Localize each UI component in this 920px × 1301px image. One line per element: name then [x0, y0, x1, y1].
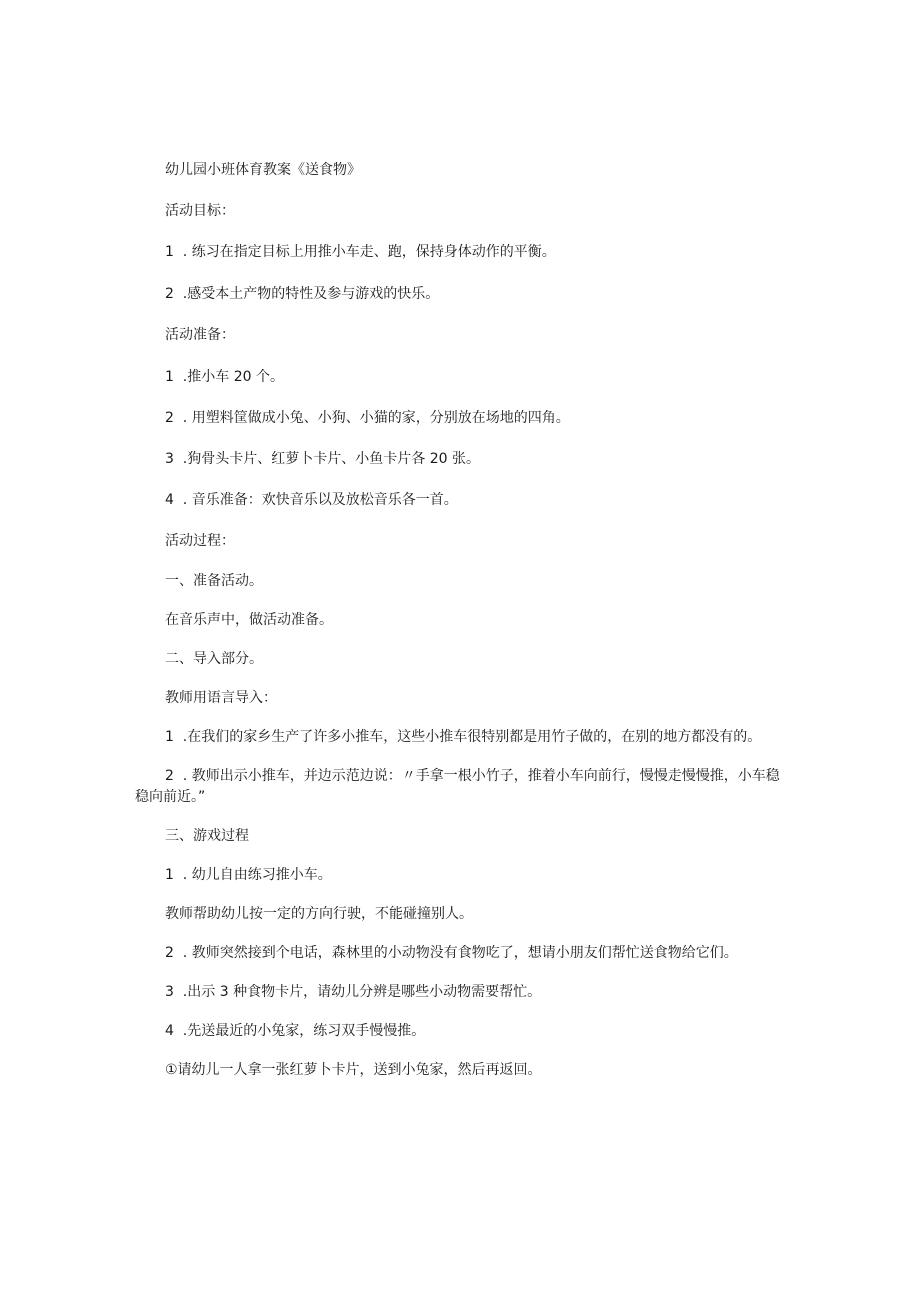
document-body [135, 160, 785, 1081]
paragraph-game-2: 2 . 教师突然接到个电话，森林里的小动物没有食物吃了，想请小朋友们帮忙送食物给它们。 [165, 945, 738, 961]
paragraph-game-3: 3 .出示 3 种食物卡片，请幼儿分辨是哪些小动物需要帮忙。 [165, 984, 542, 1000]
paragraph-game-help: 教师帮助幼儿按一定的方向行驶，不能碰撞别人。 [165, 906, 473, 922]
paragraph-section-2: 二、导入部分。 [165, 651, 263, 667]
document-title: 幼儿园小班体育教案《送食物》 [165, 162, 361, 178]
paragraph-prep-1: 1 .推小车 20 个。 [165, 369, 284, 385]
paragraph-game-4-step-1: ①请幼儿一人拿一张红萝卜卡片，送到小兔家，然后再返回。 [165, 1062, 542, 1078]
paragraph-prep-2: 2 . 用塑料筐做成小兔、小狗、小猫的家，分别放在场地的四角。 [165, 410, 570, 426]
paragraph-prep-4: 4 . 音乐准备：欢快音乐以及放松音乐各一首。 [165, 492, 458, 508]
paragraph-game-4: 4 .先送最近的小兔家，练习双手慢慢推。 [165, 1023, 426, 1039]
paragraph-preparation-heading: 活动准备： [165, 327, 235, 343]
paragraph-section-1: 一、准备活动。 [165, 573, 263, 589]
paragraph-intro-2: 2 . 教师出示小推车，并边示范边说：〃手拿一根小竹子，推着小车向前行，慢慢走慢慢推，小车稳稳向前近。” [135, 768, 780, 805]
paragraph-goal-1: 1 . 练习在指定目标上用推小车走、跑，保持身体动作的平衡。 [165, 244, 556, 260]
paragraph-warmup: 在音乐声中，做活动准备。 [165, 612, 333, 628]
paragraph-goal-2: 2 .感受本土产物的特性及参与游戏的快乐。 [165, 286, 440, 302]
paragraph-process-heading: 活动过程： [165, 533, 235, 549]
paragraph-activity-goals-heading: 活动目标： [165, 203, 235, 219]
paragraph-prep-3: 3 .狗骨头卡片、红萝卜卡片、小鱼卡片各 20 张。 [165, 451, 480, 467]
paragraph-game-1: 1 . 幼儿自由练习推小车。 [165, 867, 332, 883]
paragraph-teacher-intro: 教师用语言导入： [165, 690, 277, 706]
paragraph-intro-1: 1 .在我们的家乡生产了许多小推车，这些小推车很特别都是用竹子做的，在别的地方都没有的。 [165, 729, 762, 745]
paragraph-section-3: 三、游戏过程 [165, 828, 249, 844]
